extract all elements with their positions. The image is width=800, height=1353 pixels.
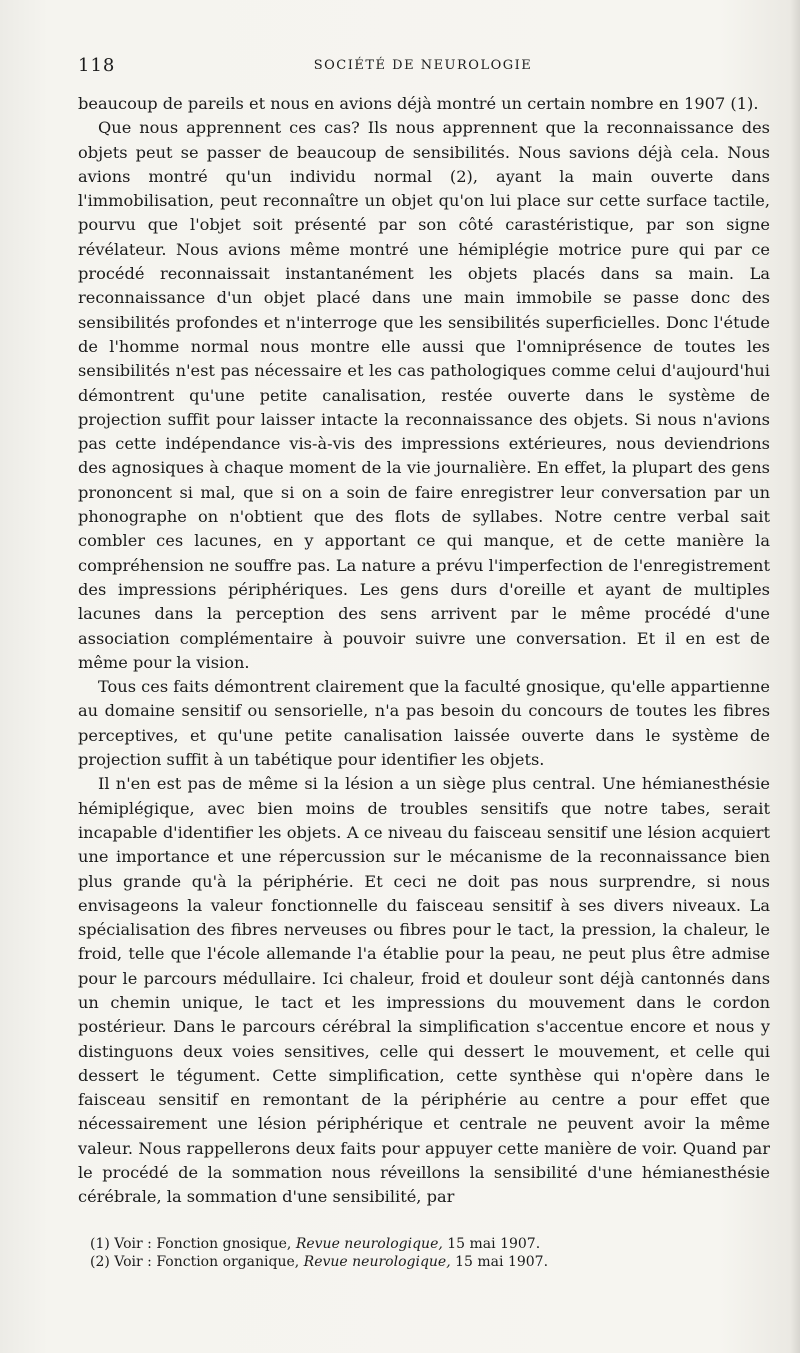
page-header [78, 55, 768, 79]
footnote [78, 1235, 770, 1253]
paragraph: Que nous apprennent ces cas? Ils nous apprennent que la reconnaissance des objets peut se passer de beaucoup de sensibilités. Nous savions déjà cela. Nous avions montré qu'un individu normal (2), ayant la main ouverte dans l'immobilisation, peut reconnaître un objet qu'on lui place sur cette surface tactile, pourvu que l'objet soit présenté par son côté carastéristique, par son signe révélateur. Nous avions même montré une hémiplégie motrice pure qui par ce procédé reconnaissait instantanément les objets placés dans sa main. La reconnaissance d'un objet placé dans une main immobile se passe donc des sensibilités profondes et n'interroge que les sensibilités superficielles. Donc l'étude de l'homme normal nous montre elle aussi que l'omniprésence de toutes les sensibilités n'est pas nécessaire et les cas pathologiques comme celui d'aujourd'hui démontrent qu'une petite canalisation, restée ouverte dans le système de projection suffit pour laisser intacte la reconnaissance des objets. Si nous n'avions pas cette indépendance vis-à-vis des impressions extérieures, nous deviendrions des agnosiques à chaque moment de la vie journalière. En effet, la plupart des gens prononcent si mal, que si on a soin de faire enregistrer leur conversation par un phonographe on n'obtient que des flots de syllabes. Notre centre verbal sait combler ces lacunes, en y apportant ce qui manque, et de cette manière la compréhension ne souffre pas. La nature a prévu l'imperfection de l'enregistrement des impressions périphériques. Les gens durs d'oreille et ayant de multiples lacunes dans la perception des sens arrivent par le même procédé d'une association complémentaire à pouvoir suivre une conversation. Et il en est de même pour la vision. [78, 118, 770, 672]
footnotes [78, 1235, 770, 1271]
paragraph: Tous ces faits démontrent clairement que la faculté gnosique, qu'elle appartienne au domaine sensitif ou sensorielle, n'a pas besoin du concours de toutes les fibres perceptives, et qu'une petite canalisation laissée ouverte dans le système de projection suffit à un tabétique pour identifier les objets. [78, 677, 770, 770]
running-head: SOCIÉTÉ DE NEUROLOGIE [313, 58, 533, 73]
footnote-date: 15 mai 1907. [455, 1254, 549, 1270]
paragraph: beaucoup de pareils et nous en avions déjà montré un certain nombre en 1907 (1). [78, 94, 759, 113]
footnote [78, 1253, 770, 1271]
footnote-date: 15 mai 1907. [447, 1236, 541, 1252]
paragraph: Il n'en est pas de même si la lésion a un siège plus central. Une hémianesthésie hémiplégique, avec bien moins de troubles sensitifs que notre tabes, serait incapable d'identifier les objets. A ce niveau du faisceau sensitif une lésion acquiert une importance et une répercussion sur le mécanisme de la reconnaissance bien plus grande qu'à la périphérie. Et ceci ne doit pas nous surprendre, si nous envisageons la valeur fonctionnelle du faisceau sensitif à ses divers niveaux. La spécialisation des fibres nerveuses ou fibres pour le tact, la pression, la chaleur, le froid, telle que l'école allemande l'a établie pour la peau, ne peut plus être admise pour le parcours médullaire. Ici chaleur, froid et douleur sont déjà cantonnés dans un chemin unique, le tact et les impressions du mouvement dans le cordon postérieur. Dans le parcours cérébral la simplification s'accentue encore et nous y distinguons deux voies sensitives, celle qui dessert le mouvement, et celle qui dessert le tégument. Cette simplification, cette synthèse qui n'opère dans le faisceau sensitif en remontant de la périphérie au centre a pour effet que nécessairement une lésion périphérique et centrale ne peuvent avoir la même valeur. Nous rappellerons deux faits pour appuyer cette manière de voir. Quand par le procédé de la sommation nous réveillons la sensibilité d'une hémianesthésie cérébrale, la sommation d'une sensibilité, par [78, 774, 770, 1207]
page-number: 118 [78, 55, 116, 76]
footnote-journal: Revue neurologique, [303, 1254, 451, 1270]
footnote-marker: (2) [90, 1254, 110, 1270]
footnote-journal: Revue neurologique, [295, 1236, 443, 1252]
footnote-text: Voir : Fonction organique, [114, 1254, 300, 1270]
page-edge-shadow [790, 0, 800, 1353]
footnote-text: Voir : Fonction gnosique, [114, 1236, 292, 1252]
footnote-marker: (1) [90, 1236, 110, 1252]
body-text [78, 92, 770, 1210]
